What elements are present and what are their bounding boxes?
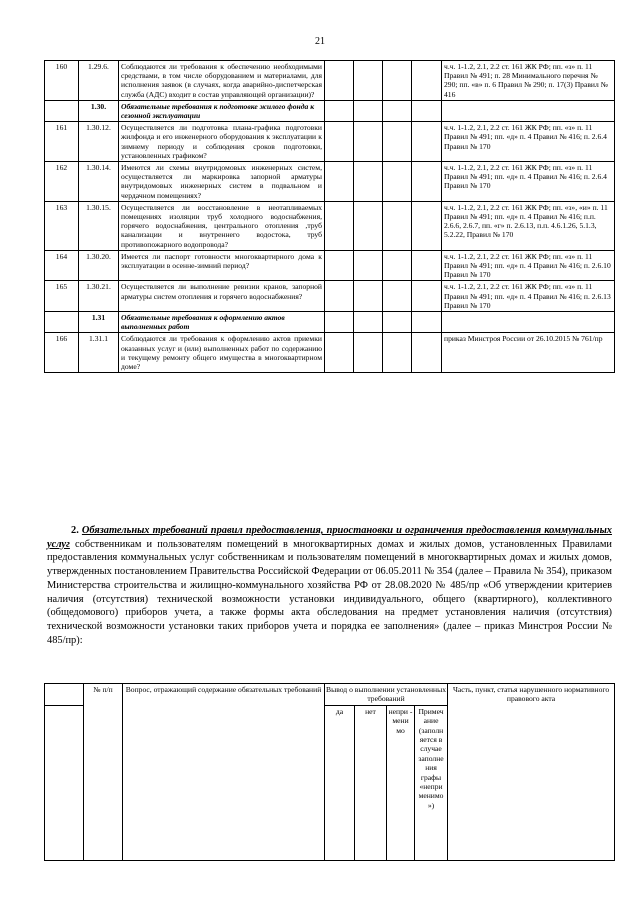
- cell-question: Осуществляется ли подготовка плана-графика подготовки жилфонда и его инженерного оборудования к эксплуатации к зимнему периоду и соблюдения сроков подготовки, установленных графиком?: [119, 122, 325, 162]
- section-2-number: 2.: [71, 525, 79, 536]
- cell-answer: [354, 162, 383, 202]
- col-reference-header: Часть, пункт, статья нарушенного нормативного правового акта: [448, 684, 615, 861]
- cell-num: 165: [45, 281, 79, 312]
- col-na-header: непри - мени мо: [387, 705, 415, 860]
- cell-question: Имеется ли паспорт готовности многоквартирного дома к эксплуатации в осенне-зимний период?: [119, 250, 325, 281]
- cell-reference: ч.ч. 1-1.2, 2.1, 2.2 ст. 161 ЖК РФ; пп. «з» п. 11 Правил № 491; пп. «д» п. 4 Правил № 416; п. 2.6.4 Правил № 170: [442, 122, 615, 162]
- table-row: [45, 162, 615, 202]
- cell-answer: [325, 162, 354, 202]
- cell-reference: ч.ч. 1-1.2, 2.1, 2.2 ст. 161 ЖК РФ; пп. «з» п. 11 Правил № 491; пп. «д» п. 4 Правил № 416; п. 2.6.10 Правил № 170: [442, 250, 615, 281]
- page-number: 21: [315, 36, 325, 47]
- table-row: [45, 61, 615, 101]
- cell-answer: [325, 122, 354, 162]
- cell-answer: [412, 100, 442, 121]
- table-row: [45, 333, 615, 373]
- cell-answer: [354, 333, 383, 373]
- col-number-header: № п/п: [84, 684, 123, 861]
- cell-answer: [383, 312, 412, 333]
- cell-code: 1.30.14.: [79, 162, 119, 202]
- cell-answer: [325, 61, 354, 101]
- cell-answer: [383, 201, 412, 250]
- cell-answer: [383, 162, 412, 202]
- cell-answer: [383, 333, 412, 373]
- cell-num: [45, 100, 79, 121]
- cell-num: 162: [45, 162, 79, 202]
- cell-code: 1.30.12.: [79, 122, 119, 162]
- col-empty: [45, 684, 84, 706]
- cell-code: 1.29.6.: [79, 61, 119, 101]
- section-2-heading: Обязательных требований правил предоставления, приостановки и ограничения предоставления коммунальных услуг: [47, 525, 612, 550]
- table-row: [45, 122, 615, 162]
- section-title: Обязательные требования к оформлению актов выполненных работ: [119, 312, 325, 333]
- section-2-body: собственникам и пользователям помещений в многоквартирных домах и жилых домов, установленных Правилами предоставления коммунальных услуг собственникам и пользователям помещений в многоквартирных домах и жилых домов, утвержденных постановлением Правительства Российской Федерации от 06.05.2011 № 354 (далее – Правила № 354), приказом Министерства строительства и жилищно-коммунального хозяйства РФ от 28.08.2020 № 485/пр «Об утверждении критериев наличия (отсутствия) технической возможности установки индивидуального, общего (квартирного), коллективного (общедомового) приборов учета, а также формы акта обследования на предмет установления наличия (отсутствия) технической возможности установки таких приборов учета и порядка ее заполнения» (далее – приказ Минстроя России № 485/пр):: [47, 538, 612, 646]
- cell-answer: [354, 100, 383, 121]
- table-row: [45, 281, 615, 312]
- col-empty-2: [45, 705, 84, 860]
- cell-question: Имеются ли схемы внутридомовых инженерных систем, осуществляется ли маркировка запорной арматуры внутридомовых инженерных систем в подвальном и чердачном помещениях?: [119, 162, 325, 202]
- col-note-header: Примеч ание (заполн яется в случае заполне ния графы «непри менимо »): [415, 705, 448, 860]
- cell-question: Соблюдаются ли требования к оформлению актов приемки оказанных услуг и (или) выполненных работ по содержанию и текущему ремонту общего имущества в многоквартирном доме?: [119, 333, 325, 373]
- cell-reference: приказ Минстроя России от 26.10.2015 № 761/пр: [442, 333, 615, 373]
- cell-num: 161: [45, 122, 79, 162]
- cell-reference: [442, 312, 615, 333]
- cell-answer: [325, 201, 354, 250]
- cell-answer: [412, 281, 442, 312]
- cell-answer: [354, 122, 383, 162]
- col-yes-header: да: [325, 705, 355, 860]
- cell-reference: ч.ч. 1-1.2, 2.1, 2.2 ст. 161 ЖК РФ; пп. «з», «и» п. 11 Правил № 491; пп. «д» п. 4 Правил № 416; п.п. 2.6.6, 2.6.7, пп. «г» п. 2.6.13, п.п. 4.6.1.26, 5.1.3, 5.2.22, Правил № 170: [442, 201, 615, 250]
- cell-code: 1.30.20.: [79, 250, 119, 281]
- cell-reference: ч.ч. 1-1.2, 2.1, 2.2 ст. 161 ЖК РФ; пп. «з» п. 11 Правил № 491; пп. «д» п. 4 Правил № 416; п. 2.6.13 Правил № 170: [442, 281, 615, 312]
- cell-code: 1.30.21.: [79, 281, 119, 312]
- cell-answer: [412, 250, 442, 281]
- cell-answer: [383, 250, 412, 281]
- cell-answer: [412, 201, 442, 250]
- cell-answer: [383, 100, 412, 121]
- cell-answer: [412, 312, 442, 333]
- cell-num: 164: [45, 250, 79, 281]
- cell-answer: [325, 312, 354, 333]
- checklist-table-continued: [44, 60, 615, 373]
- checklist-table-header: [44, 683, 615, 861]
- cell-answer: [354, 250, 383, 281]
- section-row: [45, 312, 615, 333]
- cell-num: 163: [45, 201, 79, 250]
- cell-answer: [354, 201, 383, 250]
- cell-question: Осуществляется ли выполнение ревизии кранов, запорной арматуры систем отопления и горячего водоснабжения?: [119, 281, 325, 312]
- cell-num: 160: [45, 61, 79, 101]
- cell-answer: [325, 100, 354, 121]
- table-row: [45, 250, 615, 281]
- section-code: 1.30.: [79, 100, 119, 121]
- section-2-paragraph: [47, 524, 612, 647]
- cell-code: 1.31.1: [79, 333, 119, 373]
- cell-question: Соблюдаются ли требования к обеспечению необходимыми средствами, в том числе оборудованием и материалами, для исполнения заявок (в случаях, когда аварийно-диспетчерская служба (АДС) входит в состав управляющей организации)?: [119, 61, 325, 101]
- cell-answer: [325, 333, 354, 373]
- col-no-header: нет: [355, 705, 387, 860]
- cell-answer: [412, 333, 442, 373]
- cell-reference: ч.ч. 1-1.2, 2.1, 2.2 ст. 161 ЖК РФ; пп. «з» п. 11 Правил № 491; пп. «д» п. 4 Правил № 416; п. 2.6.4 Правил № 170: [442, 162, 615, 202]
- section-title: Обязательные требования к подготовке жилого фонда к сезонной эксплуатации: [119, 100, 325, 121]
- cell-answer: [412, 162, 442, 202]
- cell-answer: [354, 312, 383, 333]
- col-question-header: Вопрос, отражающий содержание обязательных требований: [123, 684, 325, 861]
- col-conclusion-header: Вывод о выполнении установленных требований: [326, 685, 447, 704]
- cell-question: Осуществляется ли восстановление в неотапливаемых помещениях изоляции труб холодного водоснабжения, горячего водоснабжения, центрального отопления ,труб канализации и внутреннего водостока, труб противопожарного водопровода?: [119, 201, 325, 250]
- cell-answer: [412, 122, 442, 162]
- cell-code: 1.30.15.: [79, 201, 119, 250]
- cell-num: 166: [45, 333, 79, 373]
- cell-answer: [412, 61, 442, 101]
- table-row: [45, 201, 615, 250]
- cell-num: [45, 312, 79, 333]
- cell-answer: [325, 281, 354, 312]
- section-code: 1.31: [79, 312, 119, 333]
- cell-answer: [354, 281, 383, 312]
- cell-answer: [383, 122, 412, 162]
- cell-reference: [442, 100, 615, 121]
- cell-answer: [354, 61, 383, 101]
- cell-answer: [383, 61, 412, 101]
- cell-answer: [325, 250, 354, 281]
- cell-reference: ч.ч. 1-1.2, 2.1, 2.2 ст. 161 ЖК РФ; пп. «з» п. 11 Правил № 491; п. 28 Минимального перечня № 290; пп. «в» п. 6 Правил № 290; п. 17(3) Правил № 416: [442, 61, 615, 101]
- cell-answer: [383, 281, 412, 312]
- section-row: [45, 100, 615, 121]
